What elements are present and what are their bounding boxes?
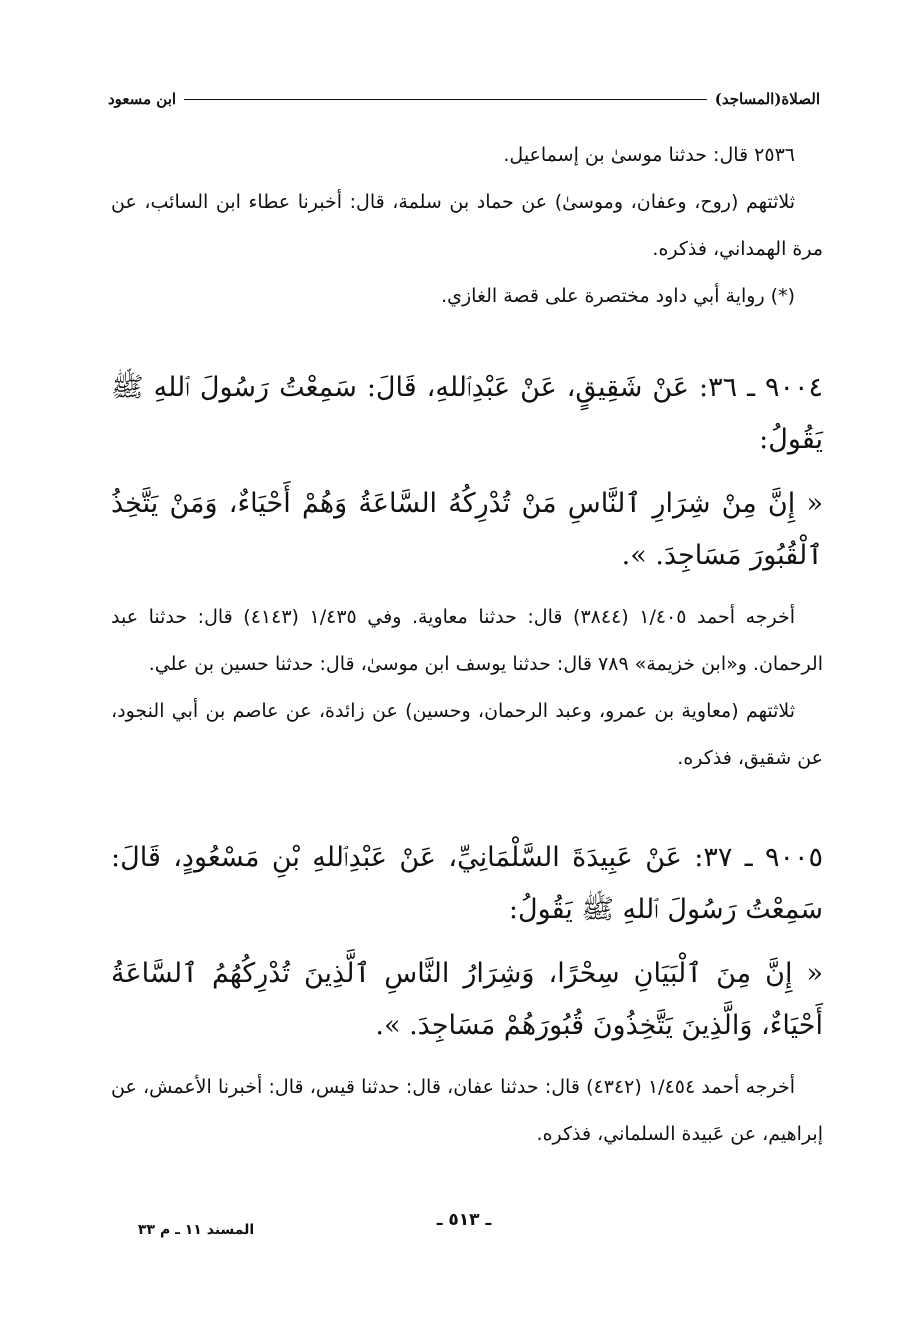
volume-signature: المسند ١١ ـ م ٣٣ [138,1222,255,1238]
section-spacer [111,320,823,362]
author-name: ابن مسعود [108,90,177,108]
hadith-text: « إِنَّ مِنْ شِرَارِ ٱلنَّاسِ مَنْ تُدْرِكُهُ السَّاعَةُ وَهُمْ أَحْيَاءٌ، وَمَنْ يَتَّخِذُ ٱلْقُبُورَ مَسَاجِدَ. ». [111,488,823,571]
footnote: (*) رواية أبي داود مختصرة على قصة الغازي. [441,285,795,307]
hadith-intro: ٩٠٠٤ ـ ٣٦: عَنْ شَقِيقٍ، عَنْ عَبْدِٱللهِ، قَالَ: سَمِعْتُ رَسُولَ ٱللهِ ﷺ يَقُولُ: [111,372,823,455]
chapter-title: الصلاة(المساجد) [714,90,820,108]
takhrij-paragraph: أخرجه أحمد ١/٤٠٥ (٣٨٤٤) قال: حدثنا معاوية. وفي ١/٤٣٥ (٤١٤٣) قال: حدثنا عبد الرحمان. و«ابن خزيمة» ٧٨٩ قال: حدثنا يوسف ابن موسىٰ، قال: حدثنا حسين بن علي. [111,606,823,675]
takhrij-paragraph: ثلاثتهم (معاوية بن عمرو، وعبد الرحمان، وحسين) عن زائدة، عن عاصم بن أبي النجود، عن شقيق، فذكره. [111,700,823,769]
header-rule [184,99,707,100]
hadith-text: « إِنَّ مِنَ ٱلْبَيَانِ سِحْرًا، وَشِرَارُ النَّاسِ ٱلَّذِينَ تُدْرِكُهُمُ ٱلسَّاعَةُ أَحْيَاءٌ، وَالَّذِينَ يَتَّخِذُونَ قُبُورَهُمْ مَسَاجِدَ. ». [111,958,823,1041]
narration-chain: ثلاثتهم (روح، وعفان، وموسىٰ) عن حماد بن سلمة، قال: أخبرنا عطاء ابن السائب، عن مرة الهمداني، فذكره. [111,191,823,260]
page-footer [108,1210,820,1240]
page-number: ـ ٥١٣ ـ [436,1210,492,1230]
narration-line: ٢٥٣٦ قال: حدثنا موسىٰ بن إسماعيل. [503,144,795,166]
section-spacer [111,782,823,832]
running-header [108,84,820,114]
hadith-intro: ٩٠٠٥ ـ ٣٧: عَنْ عَبِيدَةَ السَّلْمَانِيِّ، عَنْ عَبْدِٱللهِ بْنِ مَسْعُودٍ، قَالَ: سَمِعْتُ رَسُولَ ٱللهِ ﷺ يَقُولُ: [111,842,824,925]
page-body [111,132,823,1158]
takhrij-paragraph: أخرجه أحمد ١/٤٥٤ (٤٣٤٢) قال: حدثنا عفان، قال: حدثنا قيس، قال: أخبرنا الأعمش، عن إبراهيم، عن عَبيدة السلماني، فذكره. [111,1076,823,1145]
